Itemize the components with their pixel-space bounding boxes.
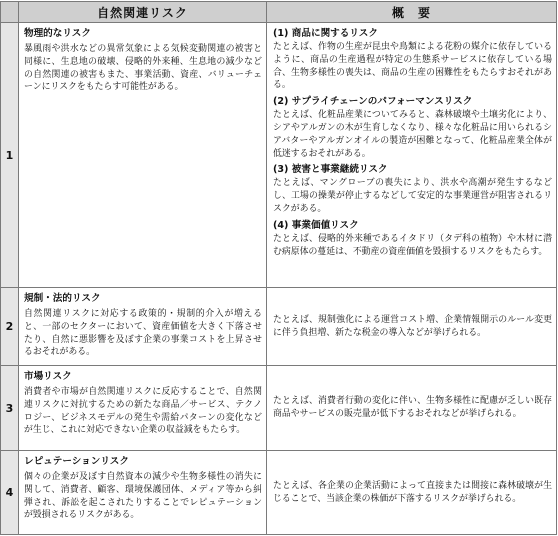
summary-cell	[267, 451, 557, 535]
natural-risk-table	[0, 1, 557, 535]
risk-description: 自然関連リスクに対応する政策的・規制的介入が増えると、一部のセクターにおいて、資産価値を大きく下落させたり、自然に悪影響を及ぼす企業の事業コストを上昇させるおそれがある。	[24, 309, 262, 358]
summary-cell	[267, 366, 557, 451]
risk-title: レピュテーションリスク	[24, 456, 129, 467]
sub-risk-heading: (2) サプライチェーンのパフォーマンスリスク	[273, 96, 473, 108]
row-number: 3	[1, 366, 19, 451]
sub-risk-heading: (3) 被害と事業継続リスク	[273, 164, 388, 176]
risk-title: 規制・法的リスク	[24, 293, 101, 304]
header-blank-cell	[1, 2, 19, 23]
sub-risk-heading: (4) 事業価値リスク	[273, 219, 359, 231]
sub-risk-text: たとえば、マングローブの喪失により、洪水や高潮が発生するなどし、工場の操業が停止するなどして安定的な事業運営が阻害されるリスクがある。	[273, 178, 552, 214]
summary-cell	[267, 23, 557, 288]
risk-cell	[19, 23, 267, 288]
table-header-row	[1, 2, 557, 23]
risk-title: 物理的なリスク	[24, 28, 91, 39]
summary-text: たとえば、各企業の企業活動によって直接または間接に森林破壊が生じることで、当該企業の株価が下落するリスクが挙げられる。	[273, 480, 552, 504]
row-number: 2	[1, 288, 19, 366]
table-row	[1, 366, 557, 451]
risk-cell	[19, 288, 267, 366]
risk-description: 個々の企業が及ぼす自然資本の減少や生物多様性の消失に関して、消費者、顧客、環境保護団体、メディア等から糾弾され、訴訟を起こされたりすることでレピュテーションが毀損されるリスクがある。	[24, 472, 262, 521]
summary-cell	[267, 288, 557, 366]
risk-title: 市場リスク	[24, 371, 72, 382]
sub-risk-text: たとえば、化粧品産業についてみると、森林破壊や土壌劣化により、シアやアルガンの木が生育しなくなり、様々な化粧品に用いられるシアバターやアルガンオイルの製造が困難となって、化粧品産業全体が低迷するおそれがある。	[273, 110, 552, 159]
header-summary-column: 概 要	[267, 2, 557, 23]
risk-description: 暴風雨や洪水などの異常気象による気候変動関連の被害と同様に、生息地の破壊、侵略的外来種、生息地の減少などの自然関連の被害もまた、事業活動、資産、バリューチェーンにリスクをもたらす可能性がある。	[24, 44, 262, 93]
risk-cell	[19, 366, 267, 451]
summary-text: たとえば、消費者行動の変化に伴い、生物多様性に配慮が乏しい既存商品やサービスの販売量が低下するおそれなどが挙げられる。	[273, 396, 552, 419]
sub-risk-block	[273, 95, 552, 160]
header-risk-column: 自然関連リスク	[19, 2, 267, 23]
sub-risk-text: たとえば、侵略的外来種であるイタドリ（タデ科の植物）や木材に潜む病原体の蔓延は、不動産の資産価値を毀損するリスクをもたらす。	[273, 233, 552, 257]
sub-risk-block	[273, 219, 552, 259]
sub-risk-block	[273, 163, 552, 215]
table-row	[1, 23, 557, 288]
sub-risk-heading: (1) 商品に関するリスク	[273, 28, 378, 39]
sub-risk-text: たとえば、作物の生産が昆虫や鳥類による花粉の媒介に依存しているように、商品の生産過程が特定の生態系サービスに依存している場合、生物多様性の喪失は、商品の生産の困難性をもたらすおそれがある。	[273, 42, 552, 91]
table-row	[1, 451, 557, 535]
risk-description: 消費者や市場が自然関連リスクに反応することで、自然関連リスクに対抗するための新たな商品／サービス、テクノロジー、ビジネスモデルの発生や需給パターンの変化などが生じ、これに対応できない企業の収益減をもたらす。	[24, 387, 262, 436]
row-number: 4	[1, 451, 19, 535]
sub-risk-block	[273, 27, 552, 92]
summary-text: たとえば、規制強化による運営コスト増、企業情報開示のルール変更に伴う負担増、新たな税金の導入などが挙げられる。	[273, 314, 552, 338]
row-number: 1	[1, 23, 19, 288]
risk-cell	[19, 451, 267, 535]
table-row	[1, 288, 557, 366]
